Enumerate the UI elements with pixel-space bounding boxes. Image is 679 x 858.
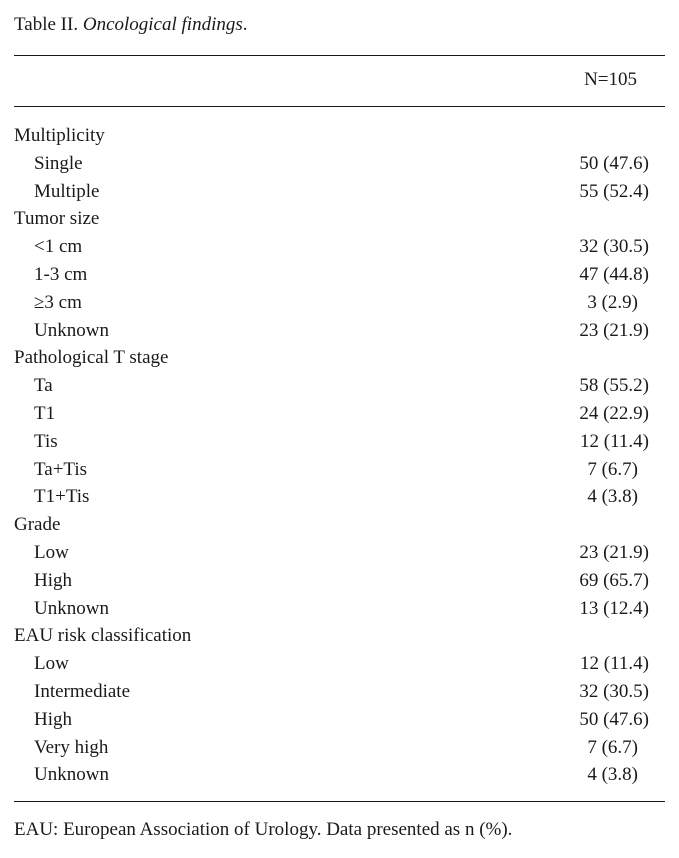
group-header-row — [14, 205, 665, 233]
row-label: Low — [34, 541, 69, 563]
row-value: 12 (11.4) — [580, 653, 649, 675]
row-value: 7 (6.7) — [587, 736, 638, 758]
row-value: 4 (3.8) — [587, 764, 638, 786]
bottom-rule — [14, 801, 665, 802]
table-row — [14, 678, 665, 706]
group-header-row — [14, 344, 665, 372]
table-row — [14, 400, 665, 428]
table-body — [14, 122, 665, 789]
group-header-row — [14, 122, 665, 150]
row-value: 12 (11.4) — [580, 430, 649, 452]
table-row — [14, 317, 665, 345]
table-row — [14, 706, 665, 734]
table-row — [14, 289, 665, 317]
row-value: 7 (6.7) — [587, 458, 638, 480]
group-header-row — [14, 622, 665, 650]
table-row — [14, 595, 665, 623]
table-number: Table II. — [14, 14, 83, 35]
row-value: 24 (22.9) — [579, 402, 649, 424]
row-value: 13 (12.4) — [579, 597, 649, 619]
row-label: T1 — [34, 402, 56, 424]
table-row — [14, 483, 665, 511]
row-value: 50 (47.6) — [579, 708, 649, 730]
row-label: Unknown — [34, 597, 109, 619]
row-label: Multiple — [34, 180, 100, 202]
table-caption — [14, 13, 248, 37]
group-label: Multiplicity — [14, 125, 105, 146]
table-row — [14, 372, 665, 400]
row-value: 4 (3.8) — [587, 486, 638, 508]
table-row — [14, 261, 665, 289]
table-row — [14, 456, 665, 484]
table-row — [14, 150, 665, 178]
table-row — [14, 233, 665, 261]
row-value: 23 (21.9) — [579, 541, 649, 563]
row-value: 3 (2.9) — [587, 291, 638, 313]
table-footnote: EAU: European Association of Urology. Data presented as n (%). — [14, 819, 513, 840]
row-label: Unknown — [34, 319, 109, 341]
row-label: Unknown — [34, 764, 109, 786]
table-row — [14, 567, 665, 595]
row-label: Intermediate — [34, 680, 131, 702]
table-title: Oncological findings — [82, 14, 243, 35]
row-label: High — [34, 708, 72, 730]
group-label: EAU risk classification — [14, 625, 192, 647]
group-label: Grade — [14, 514, 61, 536]
table-row — [14, 650, 665, 678]
group-label: Tumor size — [14, 208, 100, 230]
row-label: Single — [34, 152, 83, 174]
row-label: Ta+Tis — [34, 458, 88, 480]
group-label: Pathological T stage — [14, 347, 169, 369]
row-label: T1+Tis — [34, 486, 90, 508]
column-header-n: N=105 — [584, 69, 637, 90]
row-label: High — [34, 569, 72, 591]
row-label: Tis — [34, 430, 58, 452]
table-row — [14, 178, 665, 206]
row-label: <1 cm — [34, 236, 83, 258]
top-rule — [14, 55, 665, 56]
table-row — [14, 734, 665, 762]
row-value: 69 (65.7) — [579, 569, 649, 591]
table-row — [14, 428, 665, 456]
row-value: 58 (55.2) — [579, 375, 649, 397]
row-value: 23 (21.9) — [579, 319, 649, 341]
row-value: 32 (30.5) — [579, 680, 649, 702]
row-value: 32 (30.5) — [579, 236, 649, 258]
row-value: 47 (44.8) — [579, 263, 649, 285]
row-label: Very high — [34, 736, 109, 758]
row-label: Ta — [34, 375, 53, 397]
table-row — [14, 539, 665, 567]
row-label: 1-3 cm — [34, 263, 88, 285]
group-header-row — [14, 511, 665, 539]
row-value: 50 (47.6) — [579, 152, 649, 174]
row-label: Low — [34, 653, 69, 675]
row-label: ≥3 cm — [34, 291, 82, 313]
header-rule — [14, 106, 665, 107]
caption-period: . — [242, 14, 248, 35]
table-row — [14, 761, 665, 789]
row-value: 55 (52.4) — [579, 180, 649, 202]
